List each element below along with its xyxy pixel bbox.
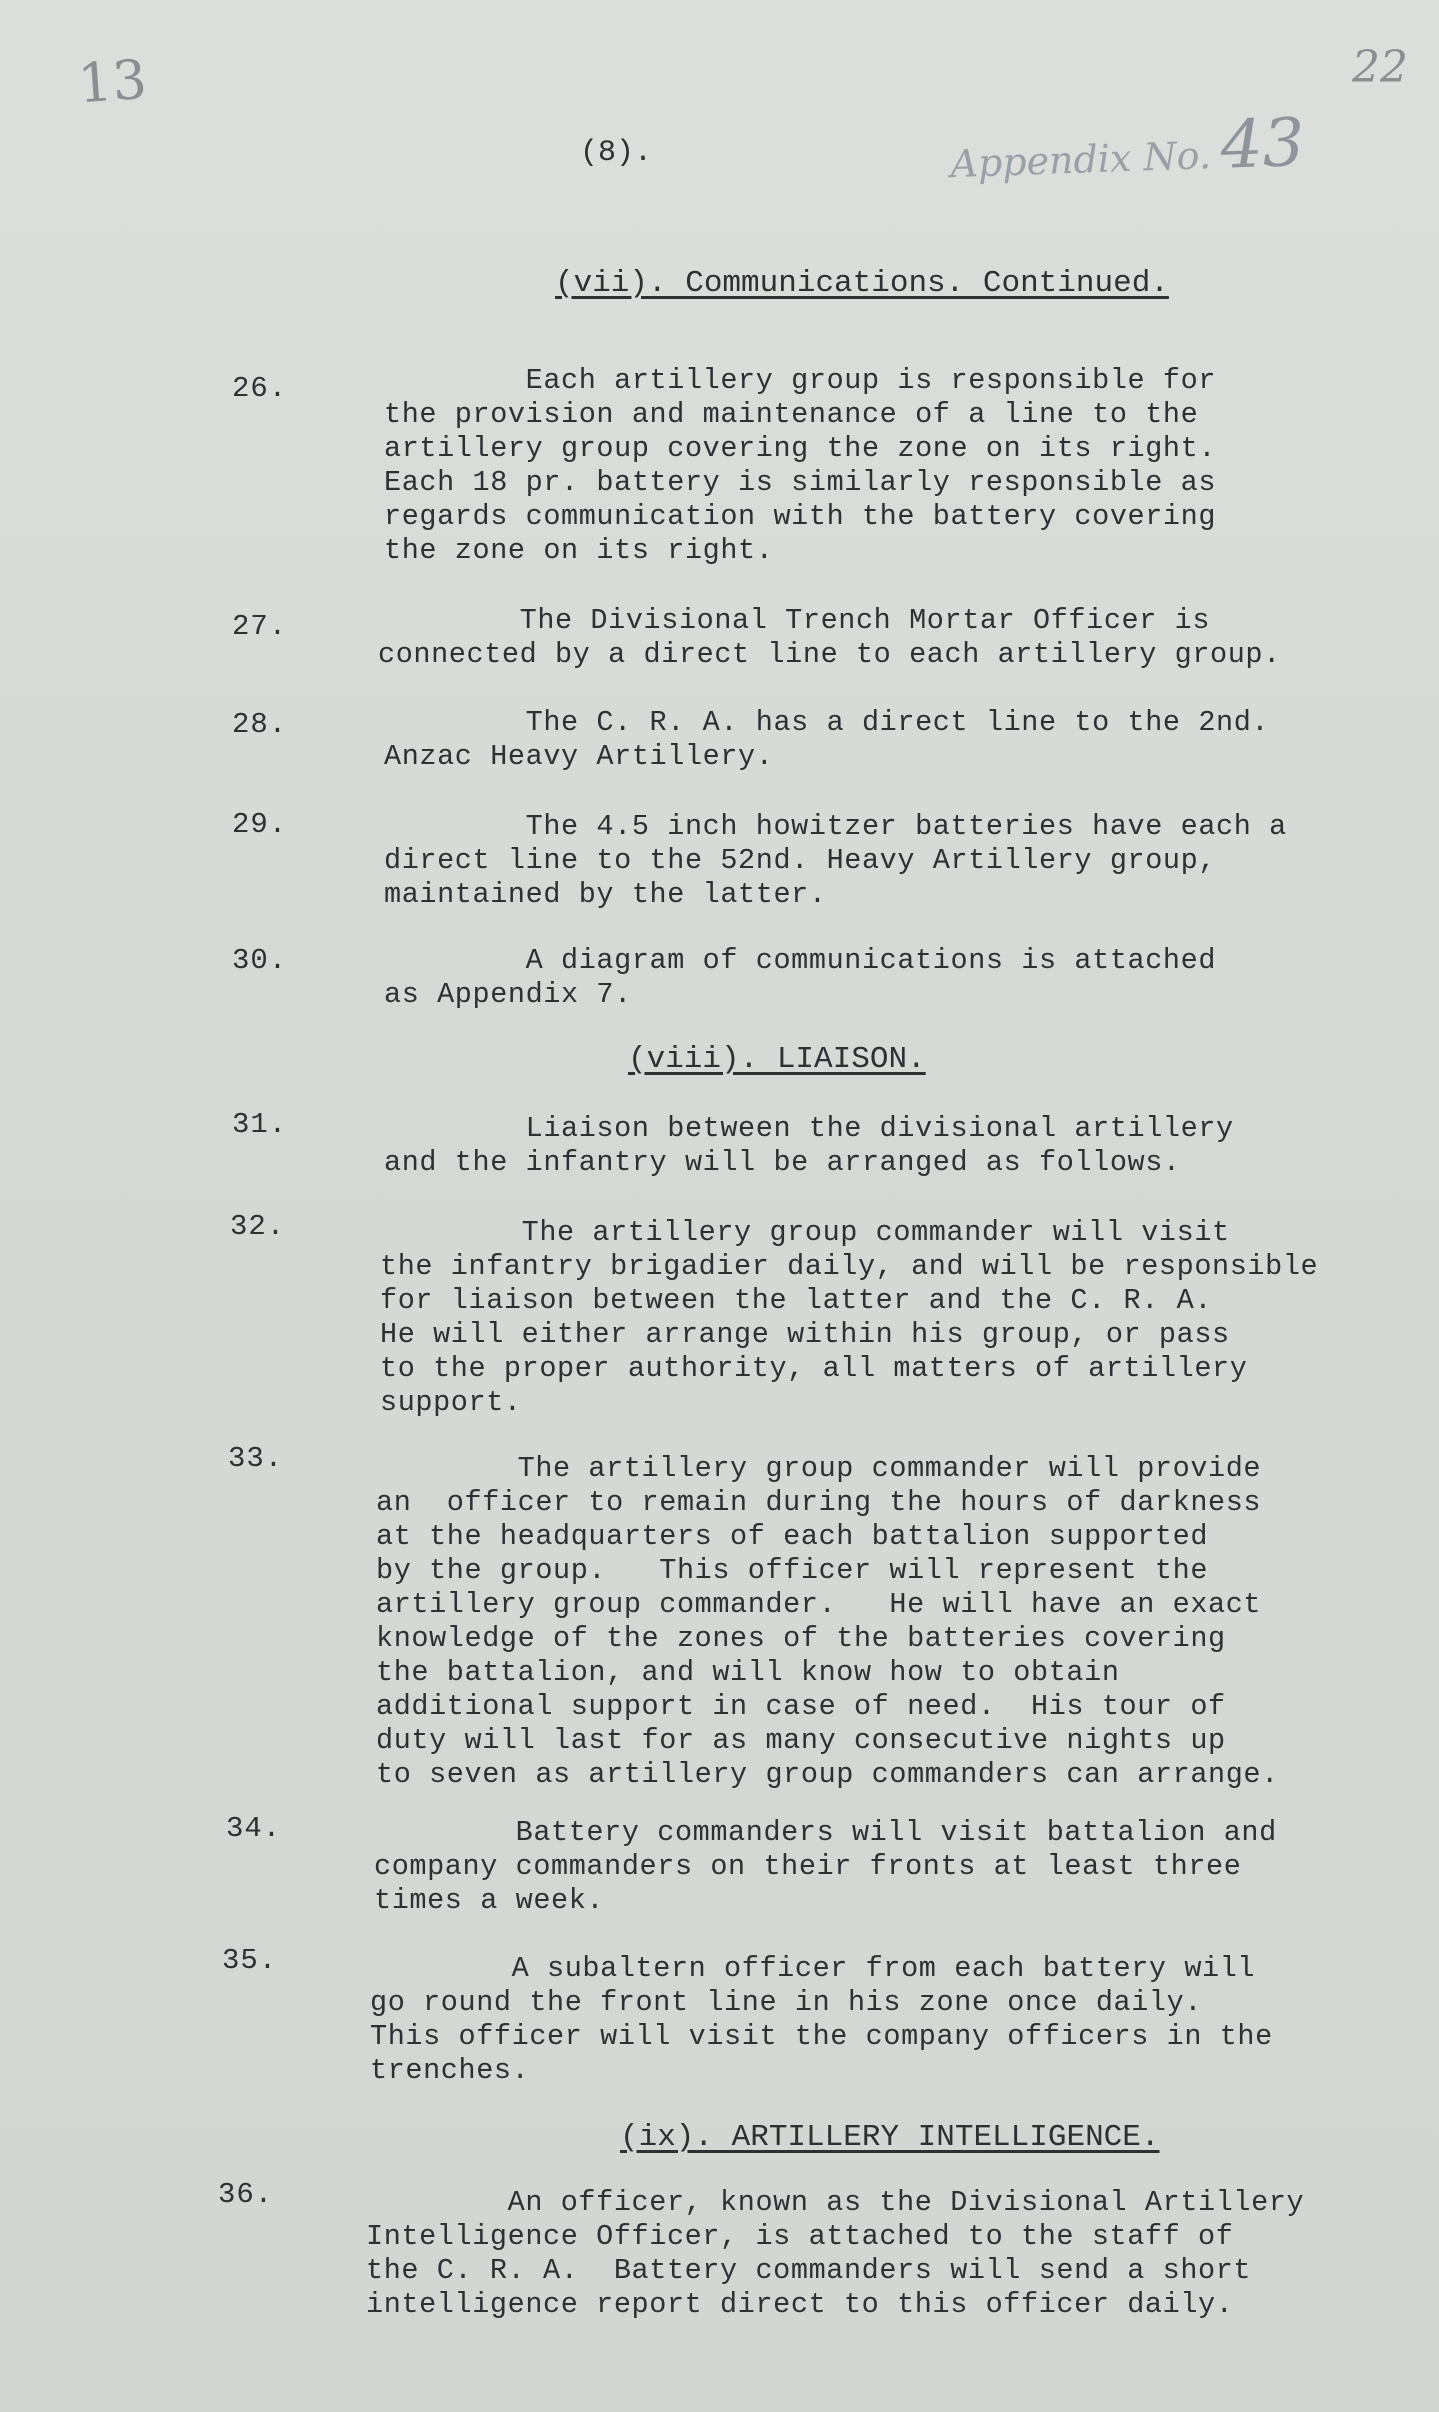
appendix-number: 43	[1219, 103, 1306, 184]
appendix-label: Appendix No.	[949, 133, 1212, 187]
paragraph-number: 30.	[232, 944, 288, 977]
section-heading-liaison: (viii). LIAISON.	[628, 1042, 926, 1077]
paragraph-number: 32.	[230, 1210, 286, 1243]
paragraph-number: 36.	[218, 2178, 274, 2211]
paragraph-number: 29.	[232, 808, 288, 841]
paragraph-number: 27.	[232, 610, 288, 643]
paragraph-text: A diagram of communications is attached as Appendix 7.	[384, 944, 1217, 1011]
paragraph-number: 31.	[232, 1108, 288, 1141]
page-number: (8).	[580, 136, 653, 170]
paragraph-number: 26.	[232, 372, 288, 405]
paragraph-text: The 4.5 inch howitzer batteries have each a direct line to the 52nd. Heavy Artillery group, maintained by the latter.	[384, 810, 1287, 911]
paragraph-text: Battery commanders will visit battalion and company commanders on their fronts at least three times a week.	[374, 1816, 1277, 1917]
folio-number-left: 13	[75, 47, 149, 116]
paragraph-text: The C. R. A. has a direct line to the 2nd. Anzac Heavy Artillery.	[384, 706, 1270, 773]
paragraph-text: Each artillery group is responsible for the provision and maintenance of a line to the artillery group covering the zone on its right. Each 18 pr. battery is similarly responsible as regards communication with the battery covering the zone on its right.	[384, 364, 1217, 567]
paragraph-text: The artillery group commander will visit the infantry brigadier daily, and will be responsible for liaison between the latter and the C. R. A. He will either arrange within his group, or pass to the proper authority, all matters of artillery support.	[380, 1216, 1319, 1419]
paragraph-text: Liaison between the divisional artillery and the infantry will be arranged as follows.	[384, 1112, 1234, 1179]
paragraph-text: The Divisional Trench Mortar Officer is connected by a direct line to each artillery group.	[378, 604, 1281, 671]
paragraph-number: 33.	[228, 1442, 284, 1475]
paragraph-number: 35.	[222, 1944, 278, 1977]
paragraph-text: The artillery group commander will provide an officer to remain during the hours of darkness at the headquarters of each battalion supported by the group. This officer will represent the artillery group commander. He will have an exact knowledge of the zones of the batteries covering the battalion, and will know how to obtain additional support in case of need. His tour of duty will last for as many consecutive nights up to seven as artillery group commanders can arrange.	[376, 1452, 1279, 1791]
appendix-stamp	[949, 104, 1306, 193]
section-heading-communications: (vii). Communications. Continued.	[555, 266, 1169, 301]
section-heading-artillery-intelligence: (ix). ARTILLERY INTELLIGENCE.	[620, 2120, 1160, 2155]
paragraph-number: 34.	[226, 1812, 282, 1845]
paragraph-text: An officer, known as the Divisional Artillery Intelligence Officer, is attached to the staff of the C. R. A. Battery commanders will send a short intelligence report direct to this officer daily.	[366, 2186, 1305, 2321]
paragraph-number: 28.	[232, 708, 288, 741]
paragraph-text: A subaltern officer from each battery will go round the front line in his zone once daily. This officer will visit the company officers in the trenches.	[370, 1952, 1273, 2087]
folio-number-right: 22	[1352, 42, 1408, 93]
